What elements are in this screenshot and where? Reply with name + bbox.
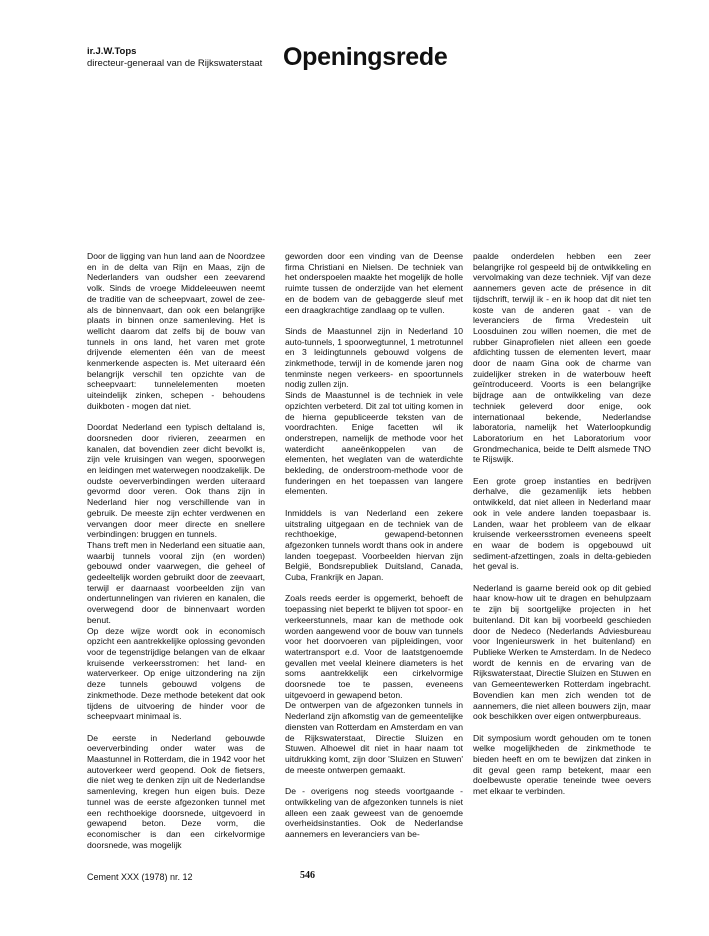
author-block: [87, 46, 262, 70]
paragraph: geworden door een vinding van de Deense firma Christiani en Nielsen. De techniek van het onderspoelen maakte het mogelijk de holle ruimte tussen de onderzijde van het element en de bodem van de gebaggerde sleuf met een draagkrachtige zandlaag op te vullen.: [285, 251, 463, 315]
author-affiliation: directeur-generaal van de Rijkswaterstaat: [87, 58, 263, 69]
article-title: Openingsrede: [283, 43, 448, 71]
text-column-1: [87, 251, 265, 861]
author-name: ir.J.W.Tops: [87, 46, 137, 57]
paragraph: paalde onderdelen hebben een zeer belangrijke rol gespeeld bij de ontwikkeling en vervolmaking van deze techniek. Vijf van deze aannemers geven acte de présence in dit tijdschrift, terwijl ik - en ik hoop dat dit niet ten koste van de anderen gaat - van de leveranciers de firma Vredestein uit Loosduinen zou willen noemen, die met de rubber Ginaprofielen niet alleen een goede afdichting tussen de elementen levert, maar door de naam Gina ook de charme van zuidelijker streken in de waterbouw heeft geïntroduceerd. Voorts is een belangrijke bijdrage aan de ontwikkeling van deze techniek geleverd door enige, ook internationaal bekende, Nederlandse laboratoria, namelijk het Waterloopkundig Laboratorium en het Laboratorium voor Grondmechanica, beide te Delft alsmede TNO te Rijswijk.: [473, 251, 651, 465]
paragraph: Inmiddels is van Nederland een zekere uitstraling uitgegaan en de techniek van de rechthoekige, gewapend-betonnen afgezonken tunnels wordt thans ook in andere landen toegepast. Voorbeelden hiervan zijn België, Bondsrepubliek Duitsland, Canada, Cuba, Frankrijk en Japan.: [285, 507, 463, 583]
page-number: 546: [300, 870, 315, 881]
paragraph: Zoals reeds eerder is opgemerkt, behoeft de toepassing niet beperkt te blijven tot spoor- en verkeerstunnels, maar kan de methode ook worden aangewend voor de bouw van tunnels voor het doorvoeren van pijpleidingen, voor watertransport e.d. Voor de laatstgenoemde gevallen met veelal kleinere diameters is het soms aantrekkelijk een cirkelvormige doorsnede toe te passen, eveneens uitgevoerd in gewapend beton. De ontwerpen van de afgezonken tunnels in Nederland zijn afkomstig van de gemeentelijke diensten van Rotterdam en Amsterdam en van de Rijkswaterstaat, Directie Sluizen en Stuwen. Alhoewel dit niet in haar naam tot uitdrukking komt, zijn door 'Sluizen en Stuwen' de meeste ontwerpen gemaakt.: [285, 593, 463, 775]
paragraph: Nederland is gaarne bereid ook op dit gebied haar know-how uit te dragen en behulpzaam te zijn bij soortgelijke projecten in het buitenland. Dit kan bij voorbeeld geschieden door de Nedeco (Nederlands Adviesbureau voor Ingenieurswerk in het buitenland) en Publieke Werken te Amsterdam. In de Nedeco wordt de kennis en de ervaring van de Rijkswaterstaat, Directie Sluizen en Stuwen en van Gemeentewerken Rotterdam ingebracht. Bovendien kan men zich wenden tot de aannemers, die niet alleen bouwers zijn, maar ook beschikken over eigen ontwerpbureaus.: [473, 582, 651, 722]
paragraph: Dit symposium wordt gehouden om te tonen welke mogelijkheden de zinkmethode te bieden heeft en om te bewijzen dat zinken in dit geval geen ramp betekent, maar een doelbewuste operatie teneinde twee oevers met elkaar te verbinden.: [473, 732, 651, 797]
paragraph: Door de ligging van hun land aan de Noordzee en in de delta van Rijn en Maas, zijn de Nederlanders van oudsher een zeevarend volk. Sinds de vroege Middeleeuwen neemt de traditie van de scheepvaart, zowel de zee- als de binnenvaart, dan ook een belangrijke plaats in binnen onze samenleving. Het is wellicht daarom dat zelfs bij de bouw van tunnels in ons land, het varen met grote drijvende elementen één van de meest kenmerkende aspecten is. Met uiteraard één belangrijk verschil ten opzichte van de scheepvaart: tunnelelementen moeten uiteindelijk zinken, schepen - behoudens duikboten - mogen dat niet.: [87, 251, 265, 411]
paragraph: De - overigens nog steeds voortgaande - ontwikkeling van de afgezonken tunnels is niet alleen een zaak geweest van de genoemde overheidsinstanties. Ook de Nederlandse aannemers en leveranciers van be-: [285, 786, 463, 839]
paragraph: Doordat Nederland een typisch deltaland is, doorsneden door rivieren, zeearmen en kanalen, dat bovendien zeer dicht bevolkt is, zijn vele kruisingen van wegen, spoorwegen en leidingen met waterwegen noodzakelijk. De oudste oeververbindingen werden uiteraard gevormd door veren. Ook thans zijn in Nederland hier nog verschillende van in gebruik. De meeste zijn echter verdwenen en vervangen door meer directe en snellere verbindingen: bruggen en tunnels. Thans treft men in Nederland een situatie aan, waarbij tunnels vooral zijn (en worden) gebouwd onder vaarwegen, die geheel of gedeeltelijk worden gebruikt door de zeevaart, terwijl er daarnaast voorbeelden zijn van ondertunnelingen van rivieren en kanalen, die overwegend door de binnenvaart worden benut. Op deze wijze wordt ook in economisch opzicht een aantrekkelijke oplossing gevonden voor de tegenstrijdige belangen van de elkaar kruisende verkeersstromen: het land- en waterverkeer. Op enige uitzondering na zijn deze tunnels gebouwd volgens de zinkmethode. Deze methode betekent dat ook tijdens de uitvoering de hinder voor de scheepvaart minimaal is.: [87, 422, 265, 722]
text-column-2: [285, 251, 463, 850]
text-column-3: [473, 251, 651, 808]
paragraph: Een grote groep instanties en bedrijven derhalve, die gezamenlijk iets hebben ontwikkeld, dat niet alleen in Nederland maar ook in vele andere landen toepasbaar is. Landen, waar het probleem van de elkaar kruisende verkeersstromen eveneens speelt en waar de bodem is opgebouwd uit sediment-afzettingen, zoals in delta-gebieden het geval is.: [473, 475, 651, 572]
paragraph: De eerste in Nederland gebouwde oeververbinding onder water was de Maastunnel in Rotterdam, die in 1942 voor het autoverkeer werd geopend. Ook de fietsers, die niet weg te denken zijn uit de Nederlandse samenleving, kregen hun eigen buis. Deze tunnel was de eerste afgezonken tunnel met een rechthoekige doorsnede, uitgevoerd in gewapend beton. Deze vorm, die economischer is dan een cirkelvormige doorsnede, was mogelijk: [87, 732, 265, 850]
paragraph: Sinds de Maastunnel zijn in Nederland 10 auto-tunnels, 1 spoorwegtunnel, 1 metrotunnel en 3 leidingtunnels gebouwd volgens de zinkmethode, terwijl in de komende jaren nog tenminste negen verkeers- en spoortunnels nodig zullen zijn. Sinds de Maastunnel is de techniek in vele opzichten verbeterd. Dit zal tot uiting komen in de hierna gepubliceerde teksten van de voordrachten. Enige facetten wil ik onderstrepen, namelijk de methode voor het waterdicht aaneënkoppelen van de elementen, het weglaten van de waterdichte bekleding, de onderstroom-methode voor de funderingen en het toepassen van langere elementen.: [285, 325, 463, 497]
journal-citation: Cement XXX (1978) nr. 12: [87, 872, 193, 882]
